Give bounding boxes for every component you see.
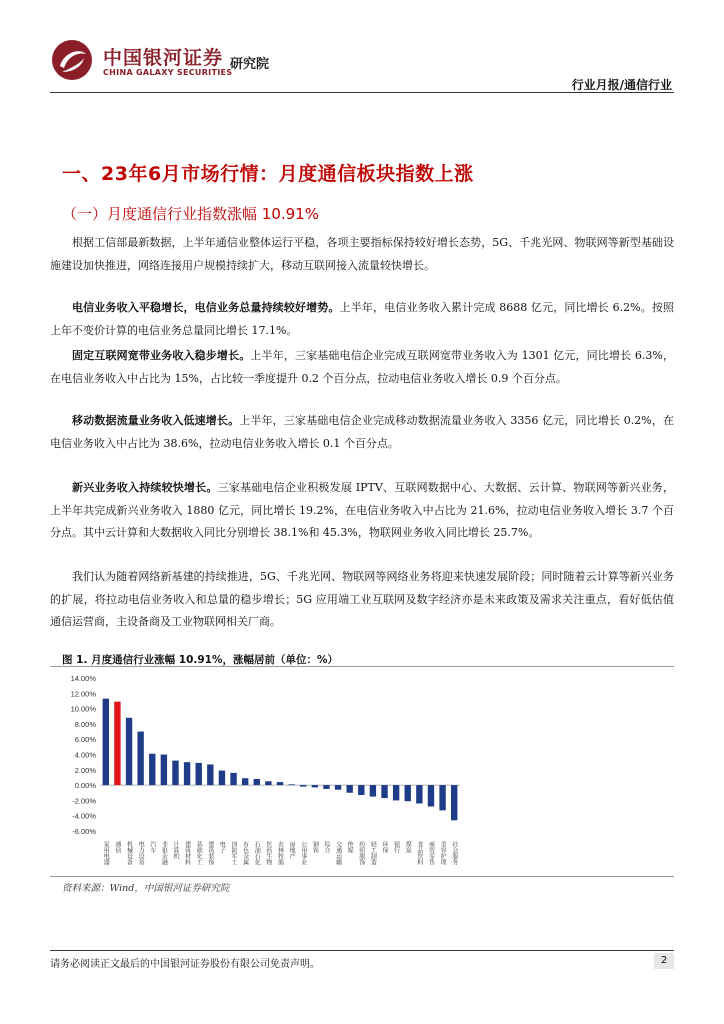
bar (114, 702, 120, 785)
bar (370, 785, 376, 796)
paragraph-6-text: 我们认为随着网络新基建的持续推进，5G、千兆光网、物联网等网络业务将迎来快速发展阶段；同时随着云计算等新兴业务的扩展，将拉动电信业务收入和总量的稳步增长；5G 应用端工业互联网及数字经济亦是未来政策及需求关注重点，看好低估值通信运营商，主设备商及工业物联网相关厂商。 (50, 570, 674, 629)
x-tick-label: 电力设备 (137, 841, 145, 865)
x-tick-label: 有色金属 (241, 841, 249, 865)
bar (312, 785, 318, 787)
bar (405, 785, 411, 801)
y-tick-label: 2.00% (74, 765, 96, 775)
bar (277, 782, 283, 785)
page-number: 2 (654, 953, 674, 969)
y-tick-label: 14.00% (70, 674, 96, 683)
paragraph-5-text: 三家基础电信企业积极发展 IPTV、互联网数据中心、大数据、云计算、物联网等新兴业务，上半年共完成新兴业务收入 1880 亿元，同比增长 19.2%，在电信业务收入中占比为 21.6%，拉动电信业务收入增长 3.7 个百分点。其中云计算和大数据收入同比分别增长 38.1%和 45.3%，物联网业务收入同比增长 25.7%。 (50, 481, 674, 540)
y-tick-label: -4.00% (72, 811, 96, 821)
x-tick-label: 医药生物 (264, 841, 272, 865)
bar (207, 764, 213, 785)
bar (137, 732, 143, 786)
x-tick-label: 纺织服饰 (357, 841, 365, 865)
x-tick-label: 食品饮料 (415, 841, 423, 865)
bar (335, 785, 341, 790)
bar (346, 785, 352, 793)
y-tick-label: 10.00% (70, 704, 96, 714)
x-tick-label: 电子 (218, 841, 226, 853)
x-tick-label: 石油石化 (253, 841, 261, 865)
x-tick-label: 公用事业 (299, 841, 307, 865)
section-heading: 一、23年6月市场行情：月度通信板块指数上涨 (62, 163, 474, 185)
bar (265, 781, 271, 785)
bar (219, 771, 225, 786)
x-tick-label: 美容护理 (439, 841, 447, 865)
bar (103, 699, 109, 785)
bar (254, 779, 260, 785)
x-tick-label: 非银金融 (160, 841, 168, 865)
galaxy-logo-icon (50, 38, 94, 82)
x-tick-label: 房地产 (288, 841, 296, 859)
bar (288, 784, 294, 785)
document-type: 行业月报/通信行业 (571, 78, 672, 92)
bar (126, 718, 132, 785)
y-tick-label: -6.00% (72, 827, 96, 836)
institute-label: 研究院 (230, 57, 270, 72)
bar (196, 763, 202, 785)
paragraph-3-text: 上半年，三家基础电信企业完成互联网宽带业务收入为 1301 亿元，同比增长 6.3%，在电信业务收入中占比为 15%，占比较一季度提升 0.2 个百分点，拉动电信业务收入增长 0.9 个百分点。 (50, 349, 674, 385)
paragraph-3 (50, 345, 674, 390)
paragraph-6 (50, 566, 674, 634)
x-tick-label: 环保 (381, 841, 389, 853)
x-tick-label: 农林牧渔 (276, 841, 284, 865)
paragraph-2-text: 上半年，电信业务收入累计完成 8688 亿元，同比增长 6.2%。按照上年不变价计算的电信业务总量同比增长 17.1%。 (50, 301, 674, 337)
paragraph-2-lead: 电信业务收入平稳增长，电信业务总量持续较好增势。 (72, 301, 340, 314)
paragraph-4 (50, 410, 674, 455)
bar (300, 785, 306, 787)
paragraph-2 (50, 297, 674, 342)
figure-source: 资料来源：Wind，中国银河证券研究院 (62, 883, 230, 894)
paragraph-4-text: 上半年，三家基础电信企业完成移动数据流量业务收入 3356 亿元，同比增长 0.2%，在电信业务收入中占比为 38.6%，拉动电信业务收入增长 0.1 个百分点。 (50, 414, 674, 450)
y-tick-label: 6.00% (74, 735, 96, 745)
x-tick-label: 综合 (322, 841, 330, 853)
paragraph-4-lead: 移动数据流量业务收入低速增长。 (72, 414, 240, 427)
x-tick-label: 家用电器 (102, 841, 110, 865)
x-tick-label: 轻工制造 (369, 841, 377, 865)
paragraph-1 (50, 232, 674, 277)
x-tick-label: 传媒 (346, 841, 354, 853)
paragraph-1-text: 根据工信部最新数据，上半年通信业整体运行平稳，各项主要指标保持较好增长态势，5G、千兆光网、物联网等新型基础设施建设加快推进，网络连接用户规模持续扩大，移动互联网接入流量较快增长。 (50, 236, 674, 272)
bar (242, 778, 248, 785)
brand-name-en: CHINA GALAXY SECURITIES (103, 68, 233, 77)
y-tick-label: 12.00% (70, 689, 96, 699)
bar-chart (50, 668, 674, 874)
footer-divider (50, 950, 674, 951)
x-tick-label: 建筑装饰 (206, 841, 214, 865)
x-tick-label: 商贸零售 (427, 841, 435, 865)
bar (416, 785, 422, 803)
bar (172, 761, 178, 785)
figure-top-divider (50, 666, 674, 667)
y-tick-label: 4.00% (74, 750, 96, 760)
y-tick-label: 8.00% (74, 719, 96, 729)
bar (184, 762, 190, 785)
x-tick-label: 计算机 (171, 841, 179, 859)
bar (393, 785, 399, 800)
x-tick-label: 钢铁 (311, 841, 319, 853)
figure-bottom-divider (50, 876, 674, 877)
x-tick-label: 社会服务 (450, 841, 458, 865)
paragraph-3-lead: 固定互联网宽带业务收入稳步增长。 (72, 349, 251, 362)
paragraph-5-lead: 新兴业务收入持续较快增长。 (72, 481, 218, 494)
bar (230, 773, 236, 785)
figure-title: 图 1. 月度通信行业涨幅 10.91%，涨幅居前（单位：%） (62, 654, 339, 666)
x-tick-label: 基础化工 (195, 841, 203, 865)
paragraph-5 (50, 477, 674, 545)
bar (428, 785, 434, 806)
x-tick-label: 交通运输 (334, 841, 342, 865)
bar (323, 785, 329, 789)
x-tick-label: 建筑材料 (183, 841, 191, 865)
x-tick-label: 国防军工 (230, 841, 238, 865)
bar (161, 755, 167, 786)
subsection-heading: （一）月度通信行业指数涨幅 10.91% (62, 205, 319, 223)
bar (439, 785, 445, 810)
footer-disclaimer: 请务必阅读正文最后的中国银河证券股份有限公司免责声明。 (50, 959, 320, 970)
x-tick-label: 煤炭 (404, 841, 412, 853)
y-tick-label: -2.00% (72, 796, 96, 806)
x-tick-label: 银行 (392, 841, 400, 853)
bar (149, 754, 155, 785)
x-tick-label: 通信 (113, 841, 121, 853)
y-tick-label: 0.00% (74, 781, 96, 791)
bar (358, 785, 364, 795)
bar (451, 785, 457, 820)
x-tick-label: 汽车 (148, 841, 156, 853)
brand-name-cn: 中国银河证券 (103, 47, 224, 69)
bar (381, 785, 387, 798)
x-tick-label: 机械设备 (125, 841, 133, 865)
header-divider (50, 92, 674, 93)
